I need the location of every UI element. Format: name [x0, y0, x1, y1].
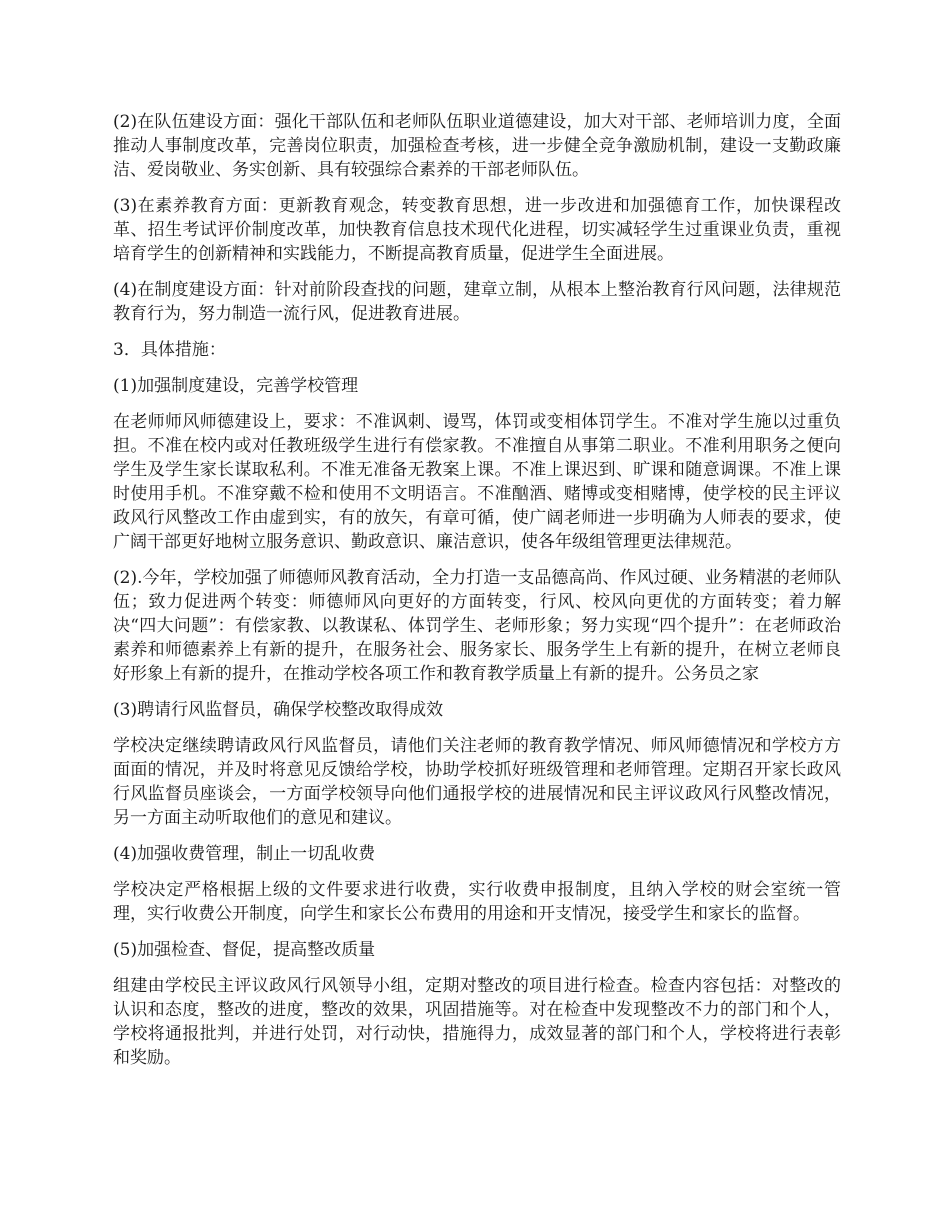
- paragraph-system-building: (4)在制度建设方面：针对前阶段查找的问题，建章立制，从根本上整治教育行风问题，法律规范教育行为，努力制造一流行风，促进教育进展。: [113, 280, 841, 324]
- paragraph-fee-management: 学校决定严格根据上级的文件要求进行收费，实行收费申报制度，且纳入学校的财会室统一管理，实行收费公开制度，向学生和家长公布费用的用途和开支情况，接受学生和家长的监督。: [113, 880, 841, 924]
- document-body: [113, 110, 841, 1082]
- subheading-fee-management: (4)加强收费管理，制止一切乱收费: [113, 844, 376, 864]
- paragraph-team-building: (2)在队伍建设方面：强化干部队伍和老师队伍职业道德建设，加大对干部、老师培训力度，全面推动人事制度改革，完善岗位职责，加强检查考核，进一步健全竞争激励机制，建设一支勤政廉洁、爱岗敬业、务实创新、具有较强综合素养的干部老师队伍。: [113, 112, 841, 180]
- section-heading-measures: 3．具体措施：: [113, 340, 226, 360]
- paragraph-inspection: 组建由学校民主评议政风行风领导小组，定期对整改的项目进行检查。检查内容包括：对整改的认识和态度，整改的进度，整改的效果，巩固措施等。对在检查中发现整改不力的部门和个人，学校将通报批判，并进行处罚，对行动快，措施得力，成效显著的部门和个人，学校将进行表彰和奖励。: [113, 976, 841, 1068]
- subheading-supervisors: (3)聘请行风监督员，确保学校整改取得成效: [113, 700, 444, 720]
- subheading-system-management: (1)加强制度建设，完善学校管理: [113, 376, 359, 396]
- subheading-inspection: (5)加强检查、督促，提高整改质量: [113, 940, 376, 960]
- paragraph-ethics-education-activity: (2).今年，学校加强了师德师风教育活动，全力打造一支品德高尚、作风过硬、业务精湛的老师队伍；致力促进两个转变：师德师风向更好的方面转变，行风、校风向更优的方面转变；着力解决“四大问题”：有偿家教、以教谋私、体罚学生、老师形象；努力实现“四个提升”：在老师政治素养和师德素养上有新的提升，在服务社会、服务家长、服务学生上有新的提升，在树立老师良好形象上有新的提升，在推动学校各项工作和教育教学质量上有新的提升。公务员之家: [113, 568, 841, 684]
- paragraph-quality-education: (3)在素养教育方面：更新教育观念，转变教育思想，进一步改进和加强德育工作，加快课程改革、招生考试评价制度改革，加快教育信息技术现代化进程，切实减轻学生过重课业负责，重视培育学生的创新精神和实践能力，不断提高教育质量，促进学生全面进展。: [113, 196, 841, 264]
- paragraph-supervisors: 学校决定继续聘请政风行风监督员，请他们关注老师的教育教学情况、师风师德情况和学校方方面面的情况，并及时将意见反馈给学校，协助学校抓好班级管理和老师管理。定期召开家长政风行风监督员座谈会，一方面学校领导向他们通报学校的进展情况和民主评议政风行风整改情况，另一方面主动听取他们的意见和建议。: [113, 736, 841, 828]
- paragraph-teacher-ethics-rules: 在老师师风师德建设上，要求：不准讽刺、谩骂，体罚或变相体罚学生。不准对学生施以过重负担。不准在校内或对任教班级学生进行有偿家教。不准擅自从事第二职业。不准利用职务之便向学生及学生家长谋取私利。不准无准备无教案上课。不准上课迟到、旷课和随意调课。不准上课时使用手机。不准穿戴不检和使用不文明语言。不准酗酒、赌博或变相赌博，使学校的民主评议政风行风整改工作由虚到实，有的放矢，有章可循，使广阔老师进一步明确为人师表的要求，使广阔干部更好地树立服务意识、勤政意识、廉洁意识，使各年级组管理更法律规范。: [113, 412, 841, 552]
